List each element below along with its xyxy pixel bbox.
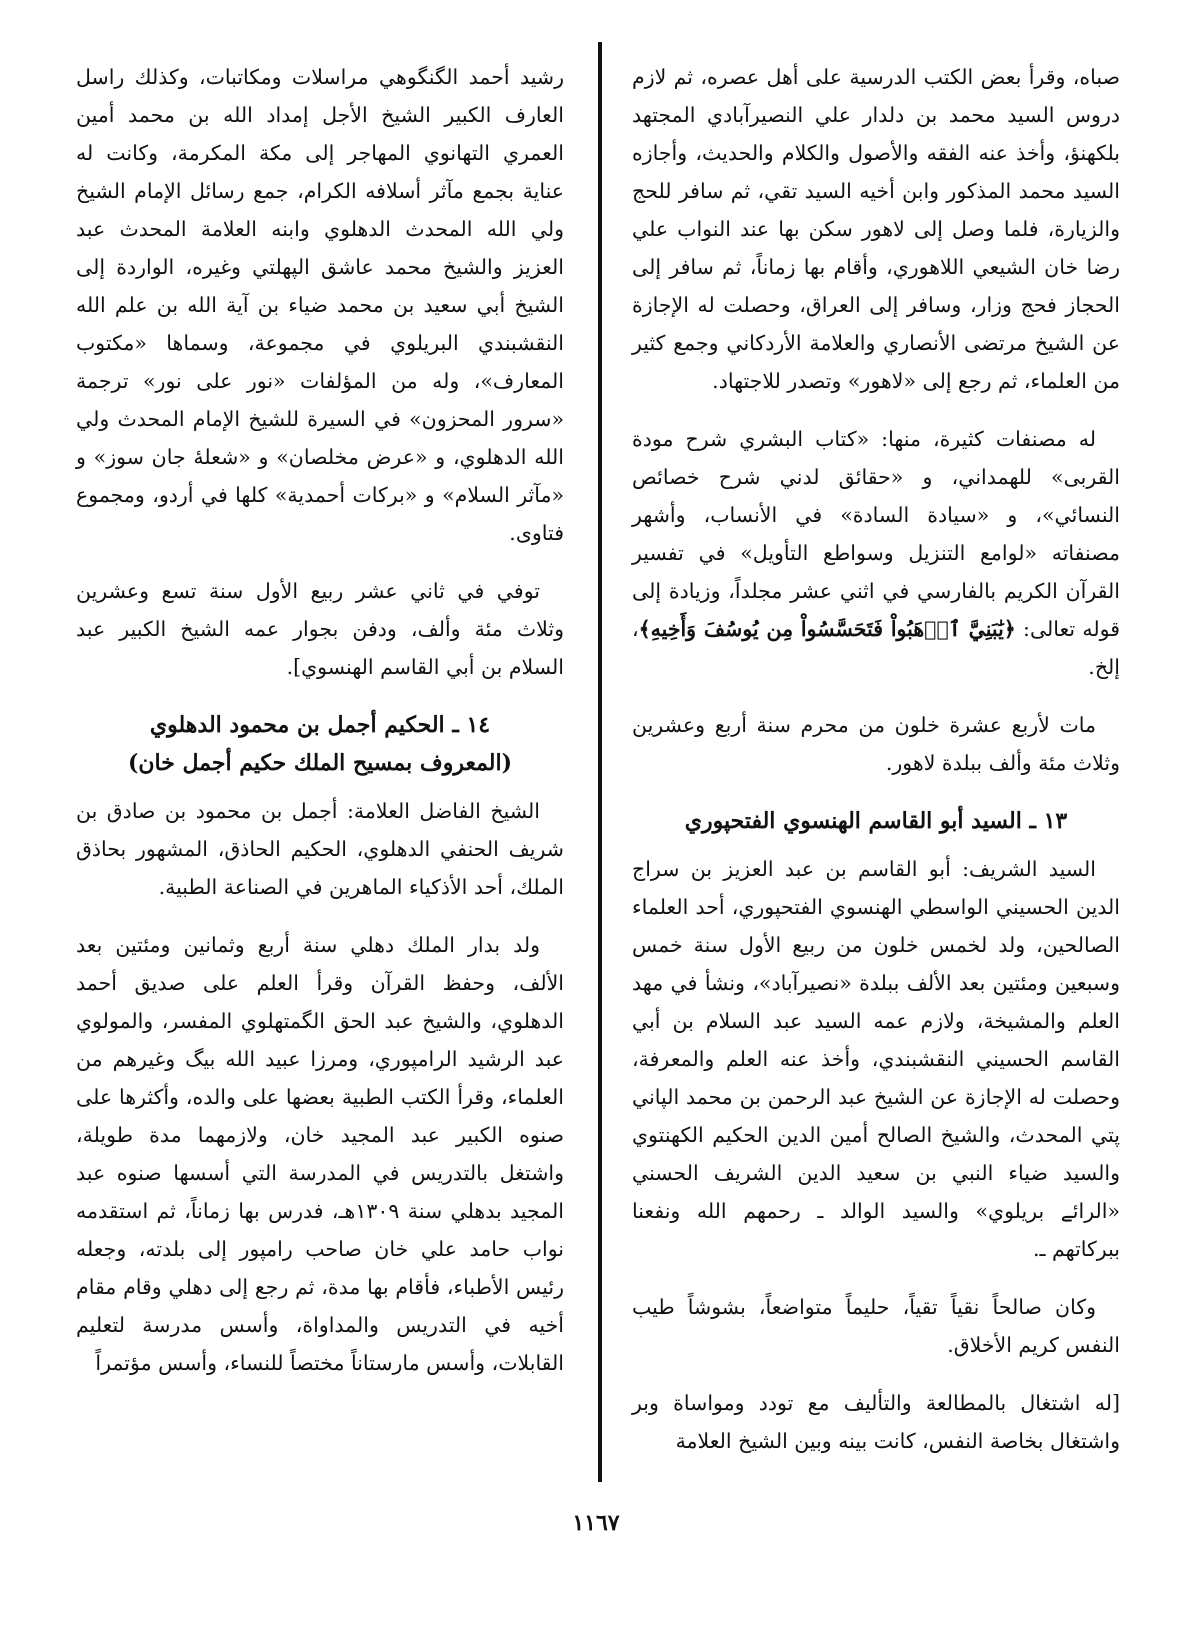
paragraph: صباه، وقرأ بعض الكتب الدرسية على أهل عصره، ثم لازم دروس السيد محمد بن دلدار علي النصيرآبادي المجتهد بلكهنؤ، وأخذ عنه الفقه والأصول والكلام والحديث، وأجازه السيد محمد المذكور وابن أخيه السيد تقي، ثم سافر للحج والزيارة، فلما وصل إلى لاهور سكن بها عند النواب علي رضا خان الشيعي اللاهوري، وأقام بها زماناً، ثم سافر إلى الحجاز فحج وزار، وسافر إلى العراق، وحصلت له الإجازة عن الشيخ مرتضى الأنصاري والعلامة الأردكاني وجمع كثير من العلماء، ثم رجع إلى «لاهور» وتصدر للاجتهاد.: [632, 65, 1120, 393]
heading-title: ١٤ ـ الحكيم أجمل بن محمود الدهلوي: [149, 712, 491, 738]
left-column: [76, 58, 564, 1402]
paragraph: الشيخ الفاضل العلامة: أجمل بن محمود بن صادق بن شريف الحنفي الدهلوي، الحكيم الحاذق، المشهور بحاذق الملك، أحد الأذكياء الماهرين في الصناعة الطبية.: [76, 799, 564, 899]
paragraph-death: توفي في ثاني عشر ربيع الأول سنة تسع وعشرين وثلاث مئة وألف، ودفن بجوار عمه الشيخ الكبير عبد السلام بن أبي القاسم الهنسوي].: [76, 579, 564, 679]
section-heading-14: [76, 706, 564, 782]
paragraph-text: له مصنفات كثيرة، منها: «كتاب البشري شرح مودة القربى» للهمداني، و «حقائق لدني شرح خصائص النسائي»، و «سيادة السادة» في الأنساب، وأشهر مصنفاته «لوامع التنزيل وسواطع التأويل» في تفسير القرآن الكريم بالفارسي في اثني عشر مجلداً، وزيادة إلى قوله تعالى:: [632, 427, 1120, 641]
paragraph: رشيد أحمد الگنگوهي مراسلات ومكاتبات، وكذلك راسل العارف الكبير الشيخ الأجل إمداد الله بن محمد أمين العمري التهانوي المهاجر إلى مكة المكرمة، وكانت له عناية بجمع مآثر أسلافه الكرام، جمع رسائل الإمام الشيخ ولي الله المحدث الدهلوي وابنه العلامة المحدث عبد العزيز والشيخ محمد عاشق الپهلتي وغيره، الواردة إلى الشيخ أبي سعيد بن محمد ضياء بن آية الله بن علم الله النقشبندي البريلوي في مجموعة، وسماها «مكتوب المعارف»، وله من المؤلفات «نور على نور» ترجمة «سرور المحزون» في السيرة للشيخ الإمام المحدث ولي الله الدهلوي، و «عرض مخلصان» و «شعلهٔ جان سوز» و «مآثر السلام» و «بركات أحمدية» كلها في أردو، ومجموع فتاوى.: [76, 65, 564, 545]
paragraph-text: ، إلخ.: [632, 617, 1120, 679]
page-number: ١١٦٧: [572, 1510, 620, 1536]
paragraph: ولد بدار الملك دهلي سنة أربع وثمانين ومئتين بعد الألف، وحفظ القرآن وقرأ العلم على صديق أحمد الدهلوي، والشيخ عبد الحق الگمتهلوي المفسر، والمولوي عبد الرشيد الرامپوري، ومرزا عبيد الله بيگ وغيرهم من العلماء، وقرأ الكتب الطبية بعضها على والده، وأكثرها على صنوه الكبير عبد المجيد خان، ولازمهما مدة طويلة، واشتغل بالتدريس في المدرسة التي أسسها صنوه عبد المجيد بدهلي سنة ١٣٠٩هـ، فدرس بها زماناً، ثم استقدمه نواب حامد علي خان صاحب رامپور إلى بلدته، وجعله رئيس الأطباء، فأقام بها مدة، ثم رجع إلى دهلي وقام مقام أخيه في التدريس والمداواة، وأسس مدرسة لتعليم القابلات، وأسس مارستاناً مختصاً للنساء، وأسس مؤتمراً: [76, 933, 565, 1375]
section-heading-13: ١٣ ـ السيد أبو القاسم الهنسوي الفتحپوري: [684, 808, 1068, 834]
heading-subtitle: (المعروف بمسيح الملك حكيم أجمل خان): [127, 750, 513, 776]
column-divider: [598, 42, 602, 1482]
right-column: [632, 58, 1120, 1480]
paragraph: وكان صالحاً نقياً تقياً، حليماً متواضعاً، بشوشاً طيب النفس كريم الأخلاق.: [632, 1295, 1120, 1357]
paragraph: السيد الشريف: أبو القاسم بن عبد العزيز بن سراج الدين الحسيني الواسطي الهنسوي الفتحپوري، أحد العلماء الصالحين، ولد لخمس خلون من ربيع الأول سنة خمس وسبعين ومئتين بعد الألف ببلدة «نصيرآباد»، ونشأ في مهد العلم والمشيخة، ولازم عمه السيد عبد السلام بن أبي القاسم الحسيني النقشبندي، وأخذ عنه العلم والمعرفة، وحصلت له الإجازة عن الشيخ عبد الرحمن بن محمد الپاني پتي المحدث، والشيخ الصالح أمين الدين الحكيم الكهنتوي والسيد ضياء النبي بن سعيد الدين الشريف الحسني «الرائے بريلوي» والسيد الوالد ـ رحمهم الله ونفعنا ببركاتهم ـ.: [632, 857, 1120, 1261]
paragraph-death: مات لأربع عشرة خلون من محرم سنة أربع وعشرين وثلاث مئة وألف ببلدة لاهور.: [632, 713, 1120, 775]
quran-verse: ﴿يَٰبَنِيَّ ٱذۡهَبُواْ فَتَحَسَّسُواْ مِن يُوسُفَ وَأَخِيهِ﴾: [638, 617, 1016, 641]
paragraph: [له اشتغال بالمطالعة والتأليف مع تودد ومواساة وبر واشتغال بخاصة النفس، كانت بينه وبين الشيخ العلامة: [632, 1391, 1120, 1453]
paragraph-works: [632, 420, 1120, 686]
